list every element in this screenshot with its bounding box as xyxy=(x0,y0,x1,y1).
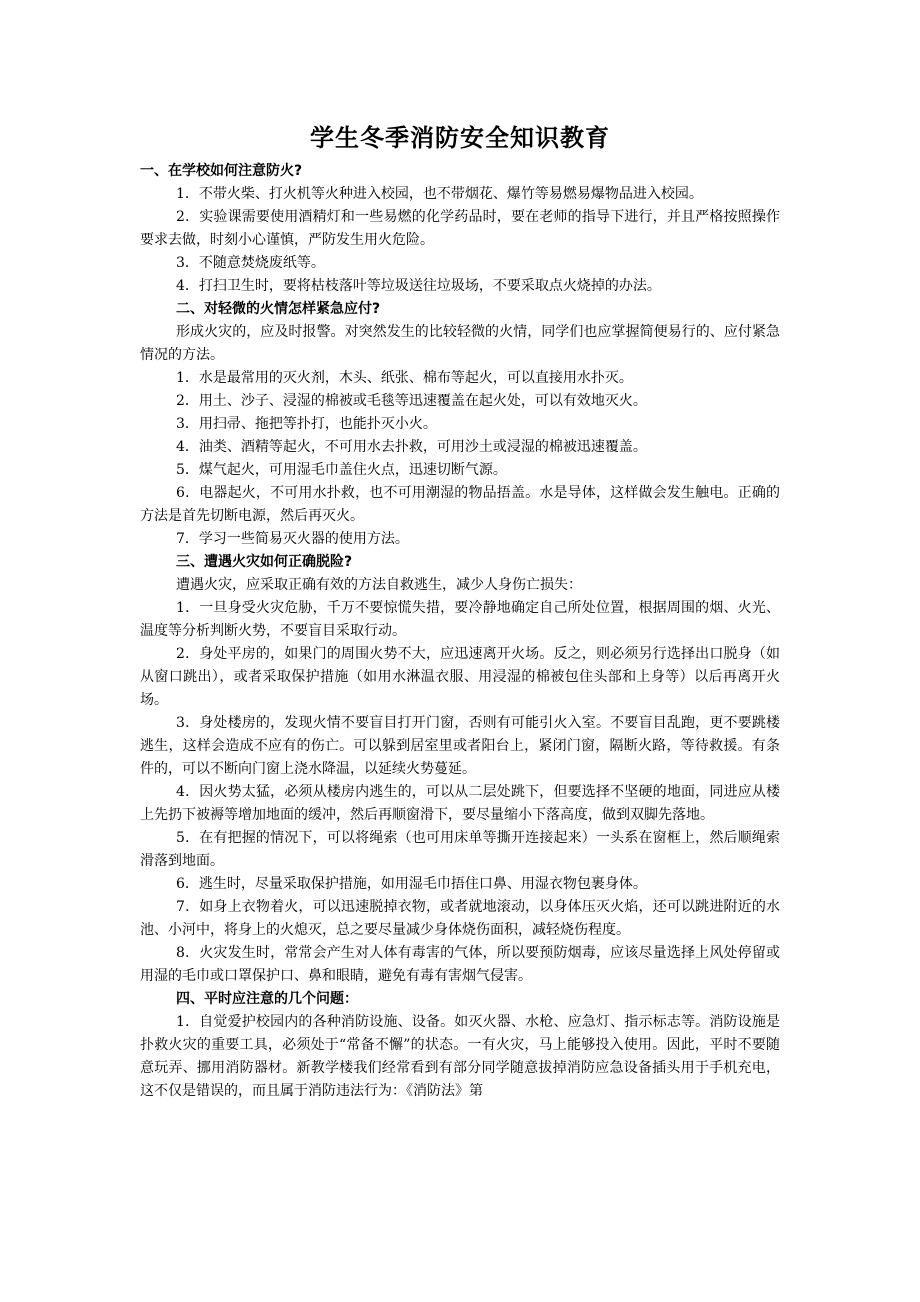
paragraph: 3．不随意焚烧废纸等。 xyxy=(176,255,325,271)
paragraph: 8．火灾发生时，常常会产生对人体有毒害的气体，所以要预防烟毒，应该尽量选择上风处停留或用湿的毛巾或口罩保护口、鼻和眼睛，避免有毒有害烟气侵害。 xyxy=(140,945,780,984)
section-heading: 二、对轻微的火情怎样紧急应付? xyxy=(176,301,381,317)
paragraph: 2．实验课需要使用酒精灯和一些易燃的化学药品时，要在老师的指导下进行，并且严格按照操作要求去做，时刻小心谨慎，严防发生用火危险。 xyxy=(140,209,780,248)
paragraph: 遭遇火灾，应采取正确有效的方法自救逃生，减少人身伤亡损失： xyxy=(176,577,582,593)
paragraph: 3．身处楼房的，发现火情不要盲目打开门窗，否则有可能引火入室。不要盲目乱跑，更不要跳楼逃生，这样会造成不应有的伤亡。可以躲到居室里或者阳台上，紧闭门窗，隔断火路，等待救援。有条件的，可以不断向门窗上浇水降温，以延续火势蔓延。 xyxy=(140,715,780,777)
paragraph: 1．一旦身受火灾危胁，千万不要惊慌失措，要冷静地确定自己所处位置，根据周围的烟、火光、温度等分析判断火势，不要盲目采取行动。 xyxy=(140,600,780,639)
paragraph: 2．用土、沙子、浸湿的棉被或毛毯等迅速覆盖在起火处，可以有效地灭火。 xyxy=(176,393,647,409)
paragraph: 5．在有把握的情况下，可以将绳索（也可用床单等撕开连接起来）一头系在窗框上，然后顺绳索滑落到地面。 xyxy=(140,830,780,869)
paragraph: 5．煤气起火，可用湿毛巾盖住火点，迅速切断气源。 xyxy=(176,462,507,478)
paragraph: 4．油类、酒精等起火，不可用水去扑救，可用沙土或浸湿的棉被迅速覆盖。 xyxy=(176,439,647,455)
document-body xyxy=(140,160,780,1103)
paragraph: 6．逃生时，尽量采取保护措施，如用湿毛巾捂住口鼻、用湿衣物包裹身体。 xyxy=(176,876,647,892)
paragraph: 6．电器起火，不可用水扑救，也不可用潮湿的物品捂盖。水是导体，这样做会发生触电。正确的方法是首先切断电源，然后再灭火。 xyxy=(140,485,780,524)
paragraph: 4．因火势太猛，必须从楼房内逃生的，可以从二层处跳下，但要选择不坚硬的地面，同进应从楼上先扔下被褥等增加地面的缓冲，然后再顺窗滑下，要尽量缩小下落高度，做到双脚先落地。 xyxy=(140,784,780,823)
paragraph: 2．身处平房的，如果门的周围火势不大，应迅速离开火场。反之，则必须另行选择出口脱身（如从窗口跳出），或者采取保护措施（如用水淋温衣服、用浸湿的棉被包住头部和上身等）以后再离开火场。 xyxy=(140,646,780,708)
paragraph: 形成火灾的，应及时报警。对突然发生的比较轻微的火情，同学们也应掌握简便易行的、应付紧急情况的方法。 xyxy=(140,324,780,363)
section-4 xyxy=(140,988,780,1103)
paragraph: 1．水是最常用的灭火剂，木头、纸张、棉布等起火，可以直接用水扑灭。 xyxy=(176,370,633,386)
section-2 xyxy=(140,298,780,551)
section-3 xyxy=(140,551,780,988)
document-title: 学生冬季消防安全知识教育 xyxy=(310,124,610,152)
paragraph: 1．不带火柴、打火机等火种进入校园，也不带烟花、爆竹等易燃易爆物品进入校园。 xyxy=(176,186,703,202)
paragraph: 7．如身上衣物着火，可以迅速脱掉衣物，或者就地滚动，以身体压灭火焰，还可以跳进附近的水池、小河中，将身上的火熄灭，总之要尽量减少身体烧伤面积，减轻烧伤程度。 xyxy=(140,899,780,938)
paragraph: 7．学习一些简易灭火器的使用方法。 xyxy=(176,531,409,547)
paragraph: 3．用扫帚、拖把等扑打，也能扑灭小火。 xyxy=(176,416,437,432)
section-heading: 四、平时应注意的几个问题： xyxy=(176,991,358,1007)
section-1 xyxy=(140,160,780,298)
section-heading: 一、在学校如何注意防火? xyxy=(140,163,303,179)
paragraph: 4．打扫卫生时，要将枯枝落叶等垃圾送往垃圾场，不要采取点火烧掉的办法。 xyxy=(176,278,661,294)
section-heading: 三、遭遇火灾如何正确脱险? xyxy=(176,554,353,570)
paragraph: 1．自觉爱护校园内的各种消防设施、设备。如灭火器、水枪、应急灯、指示标志等。消防设施是扑救火灾的重要工具，必须处于“常备不懈”的状态。一有火灾，马上能够投入使用。因此，平时不要随意玩弄、挪用消防器材。新教学楼我们经常看到有部分同学随意拔掉消防应急设备插头用于手机充电，这不仅是错误的，而且属于消防违法行为：《消防法》第 xyxy=(140,1014,780,1099)
